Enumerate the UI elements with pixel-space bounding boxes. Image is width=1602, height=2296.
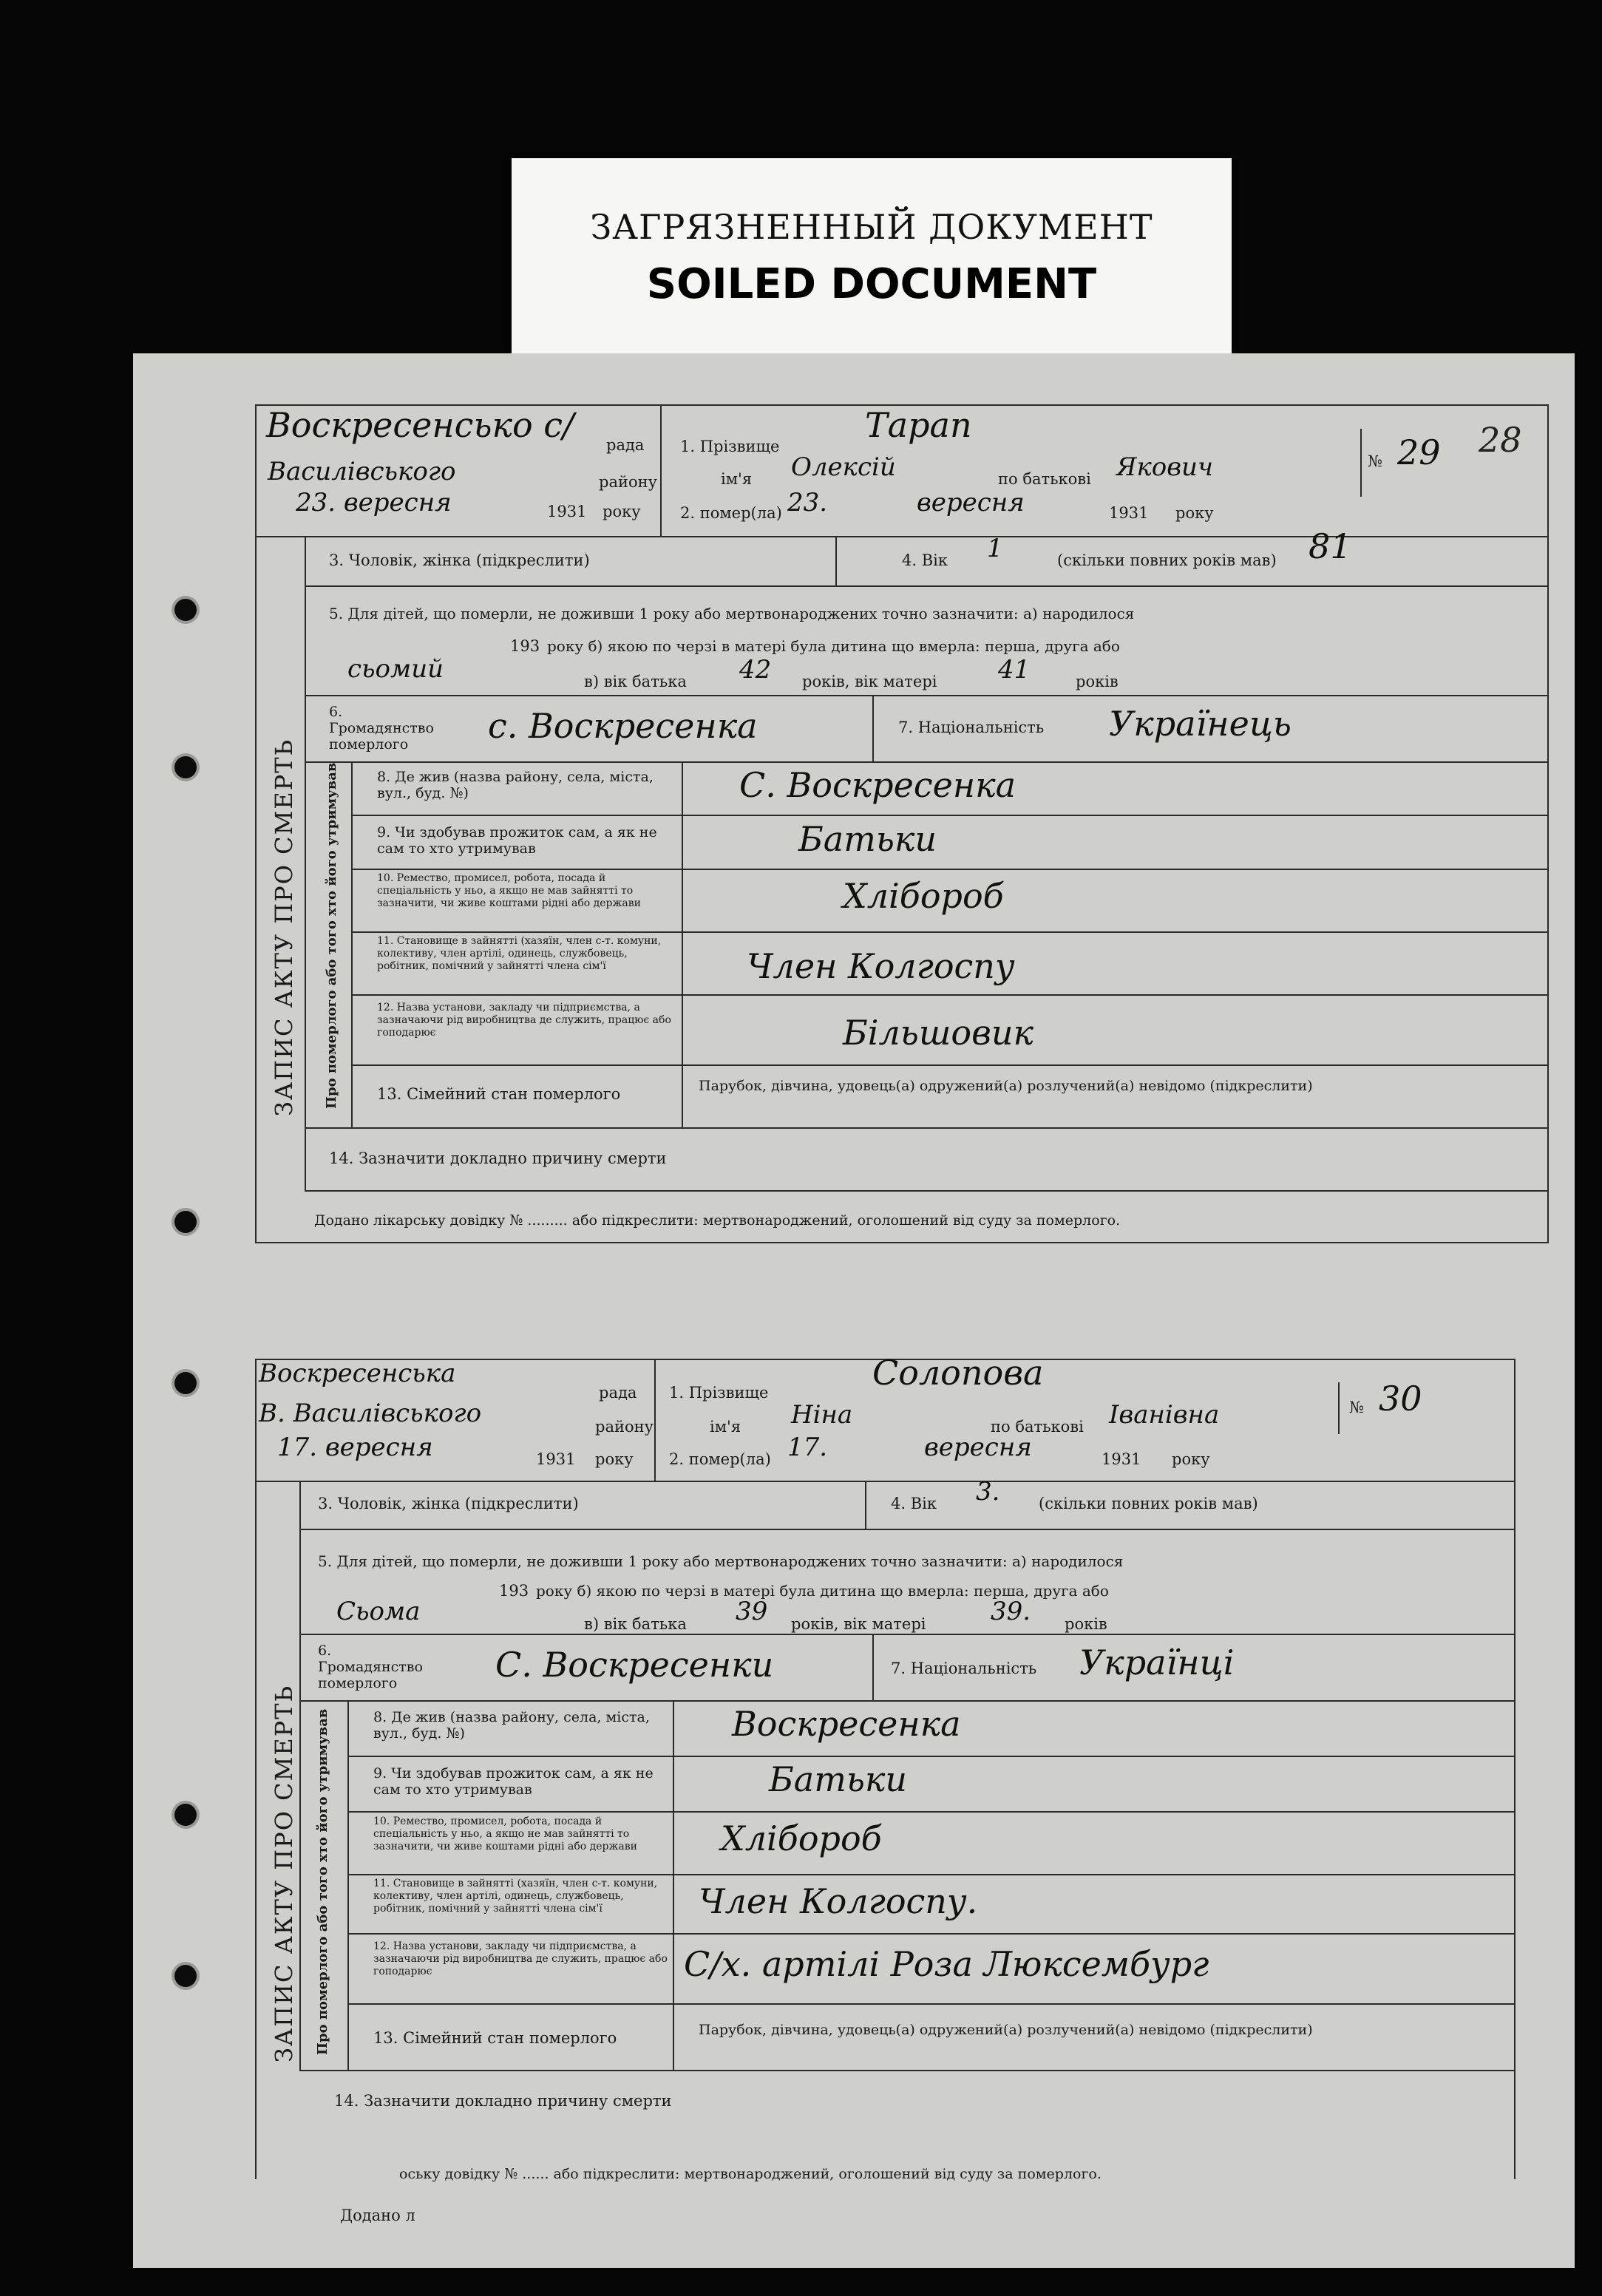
margin-number: 28 — [1479, 420, 1522, 460]
name-label: ім'я — [710, 1418, 741, 1436]
child-line-1: 5. Для дітей, що померли, не доживши 1 року або мертвонароджених точно зазначити: а) народилося — [329, 605, 1135, 622]
label-en: SOILED DOCUMENT — [646, 260, 1097, 308]
marital-options: Парубок, дівчина, удовець(а) одружений(а) розлучений(а) невідомо (підкреслити) — [699, 2022, 1313, 2038]
residence-label: 8. Де жив (назва району, села, міста, вул., буд. №) — [373, 1709, 650, 1742]
position-value: Член Колгоспу — [747, 946, 1015, 986]
position-label: 11. Становище в зайнятті (хазяїн, член с-т. комуни, колективу, член артілі, одинець, службовець, робітник, помічний у зайнятті члена сім'ї — [377, 935, 662, 972]
child-line-2: року б) якою по черзі в матері була дитина що вмерла: перша, друга або — [536, 1582, 1109, 1600]
year-value: 1931 — [547, 503, 587, 520]
father-age-label: в) вік батька — [584, 1615, 687, 1633]
died-label: 2. помер(ла) — [680, 504, 782, 522]
position-value: Член Колгоспу. — [699, 1881, 978, 1921]
died-month-value: вересня — [917, 488, 1025, 517]
patronymic-label: по батькові — [998, 470, 1091, 488]
occupation-label: 10. Ремество, промисел, робота, посада й спеціальність у ньо, а якщо не мав зайнятті то зазначити, чи живе коштами рідні або держави — [377, 872, 641, 909]
name-value: Ніна — [791, 1400, 853, 1430]
mother-age-value: 41 — [998, 655, 1031, 685]
marital-label: 13. Сімейний стан померлого — [377, 1085, 621, 1103]
sex-label: 3. Чоловік, жінка (підкреслити) — [329, 551, 590, 569]
mother-age-suffix: років — [1065, 1615, 1107, 1633]
died-month-value: вересня — [924, 1433, 1032, 1462]
number-label: № — [1349, 1399, 1364, 1416]
mother-age-label: років, вік матері — [802, 673, 937, 690]
father-age-value: 39 — [736, 1597, 768, 1626]
residence-value: С. Воскресенка — [739, 765, 1016, 805]
rada-label: рада — [606, 436, 645, 454]
institution-value: С/х. артілі Роза Люксембург — [684, 1944, 1209, 1984]
sex-label: 3. Чоловік, жінка (підкреслити) — [318, 1495, 579, 1512]
date-value: 17. вересня — [277, 1433, 433, 1462]
rada-value: Воскресенсько с/ — [266, 405, 574, 445]
record-number: 29 — [1397, 432, 1441, 472]
surname-value: Тарап — [865, 405, 972, 445]
institution-value: Більшовик — [843, 1013, 1034, 1053]
patronymic-label: по батькові — [991, 1418, 1084, 1436]
nationality-label: 7. Національність — [898, 719, 1045, 736]
raion-value: Василівського — [268, 457, 456, 486]
cause-label: 14. Зазначити докладно причину смерти — [334, 2092, 672, 2110]
died-roku-label: року — [1175, 504, 1214, 522]
child-line-2: року б) якою по черзі в матері була дитина що вмерла: перша, друга або — [547, 637, 1120, 655]
father-age-label: в) вік батька — [584, 673, 687, 690]
age-label: 4. Вік — [902, 551, 948, 569]
footer-prefix: Додано л — [340, 2207, 415, 2224]
name-value: Олексій — [791, 452, 896, 482]
child-order-value: сьомий — [347, 654, 444, 684]
died-label: 2. помер(ла) — [669, 1450, 771, 1468]
raion-label: району — [595, 1418, 654, 1436]
marital-options: Парубок, дівчина, удовець(а) одружений(а) розлучений(а) невідомо (підкреслити) — [699, 1078, 1313, 1094]
name-label: ім'я — [721, 470, 753, 488]
died-year: 1931 — [1102, 1450, 1141, 1468]
rada-label: рада — [599, 1384, 637, 1402]
mother-age-suffix: років — [1076, 673, 1119, 690]
citizenship-value: С. Воскресенки — [495, 1645, 774, 1685]
age-label: 4. Вік — [891, 1495, 937, 1512]
support-value: Батьки — [798, 819, 937, 859]
citizenship-value: с. Воскресенка — [488, 706, 758, 746]
residence-label: 8. Де жив (назва району, села, міста, вул., буд. №) — [377, 769, 654, 801]
occupation-label: 10. Ремество, промисел, робота, посада й спеціальність у ньо, а якщо не мав зайнятті то зазначити, чи живе коштами рідні або держави — [373, 1816, 637, 1852]
mother-age-value: 39. — [991, 1597, 1031, 1626]
marital-label: 13. Сімейний стан померлого — [373, 2029, 617, 2047]
footer-note-partial: оську довідку № ...... або підкреслити: мертвонароджений, оголошений від суду за померлого. — [399, 2166, 1102, 2182]
position-label: 11. Становище в зайнятті (хазяїн, член с-т. комуни, колективу, член артілі, одинець, службовець, робітник, помічний у зайнятті члена сім'ї — [373, 1878, 658, 1915]
died-day-value: 17. — [787, 1433, 828, 1462]
child-line-1: 5. Для дітей, що померли, не доживши 1 року або мертвонароджених точно зазначити: а) народилося — [318, 1552, 1124, 1570]
subject-side-label: Про померлого або того хто його утримував — [324, 762, 339, 1109]
citizenship-label: 6. Громадянство померлого — [318, 1643, 423, 1691]
roku-label: року — [595, 1450, 634, 1468]
record-title: ЗАПИС АКТУ ПРО СМЕРТЬ — [270, 738, 298, 1116]
rada-value: Воскресенська — [259, 1359, 456, 1388]
nationality-value: Українець — [1109, 704, 1292, 744]
surname-label: 1. Прізвище — [680, 438, 780, 455]
occupation-value: Хлібороб — [843, 876, 1004, 916]
citizenship-label: 6. Громадянство померлого — [329, 704, 434, 753]
mother-age-label: років, вік матері — [791, 1615, 926, 1633]
date-value: 23. вересня — [296, 488, 452, 517]
occupation-value: Хлібороб — [721, 1818, 882, 1858]
age-margin-value: 81 — [1309, 526, 1352, 566]
institution-label: 12. Назва установи, закладу чи підприємства, а зазначаючи рід виробництва де служить, працює або гоподарює — [373, 1940, 668, 1977]
age-value: 1 — [987, 534, 1003, 563]
roku-label: року — [603, 503, 641, 520]
support-value: Батьки — [769, 1759, 907, 1799]
died-roku-label: року — [1172, 1450, 1210, 1468]
patronymic-value: Якович — [1116, 452, 1214, 482]
died-year: 1931 — [1109, 504, 1149, 522]
age-suffix: (скільки повних років мав) — [1039, 1495, 1258, 1512]
child-year-prefix: 193 — [499, 1582, 529, 1600]
year-value: 1931 — [536, 1450, 576, 1468]
died-day-value: 23. — [787, 488, 828, 517]
surname-label: 1. Прізвище — [669, 1384, 769, 1402]
number-label: № — [1368, 452, 1382, 470]
child-year-prefix: 193 — [510, 637, 540, 655]
residence-value: Воскресенка — [732, 1704, 961, 1744]
footer-note: Додано лікарську довідку № ......... або підкреслити: мертвонароджений, оголошений від суду за померлого. — [314, 1212, 1121, 1229]
institution-label: 12. Назва установи, закладу чи підприємства, а зазначаючи рід виробництва де служить, працює або гоподарює — [377, 1002, 671, 1039]
cause-label: 14. Зазначити докладно причину смерти — [329, 1149, 667, 1167]
label-ru: ЗАГРЯЗНЕННЫЙ ДОКУМЕНТ — [590, 207, 1153, 247]
subject-side-label: Про померлого або того хто його утримував — [315, 1708, 330, 2055]
father-age-value: 42 — [739, 655, 772, 685]
age-value: 3. — [976, 1477, 1000, 1507]
age-suffix: (скільки повних років мав) — [1057, 551, 1277, 569]
patronymic-value: Іванівна — [1109, 1400, 1220, 1430]
nationality-label: 7. Національність — [891, 1660, 1037, 1677]
raion-label: району — [599, 473, 657, 491]
support-label: 9. Чи здобував прожиток сам, а як не сам то хто утримував — [373, 1765, 654, 1798]
surname-value: Солопова — [872, 1353, 1044, 1393]
record-title: ЗАПИС АКТУ ПРО СМЕРТЬ — [270, 1684, 298, 2062]
raion-value: В. Василівського — [259, 1399, 482, 1428]
record-number: 30 — [1379, 1379, 1422, 1419]
support-label: 9. Чи здобував прожиток сам, а як не сам то хто утримував — [377, 824, 657, 857]
nationality-value: Українці — [1079, 1643, 1235, 1682]
child-order-value: Сьома — [336, 1597, 421, 1626]
